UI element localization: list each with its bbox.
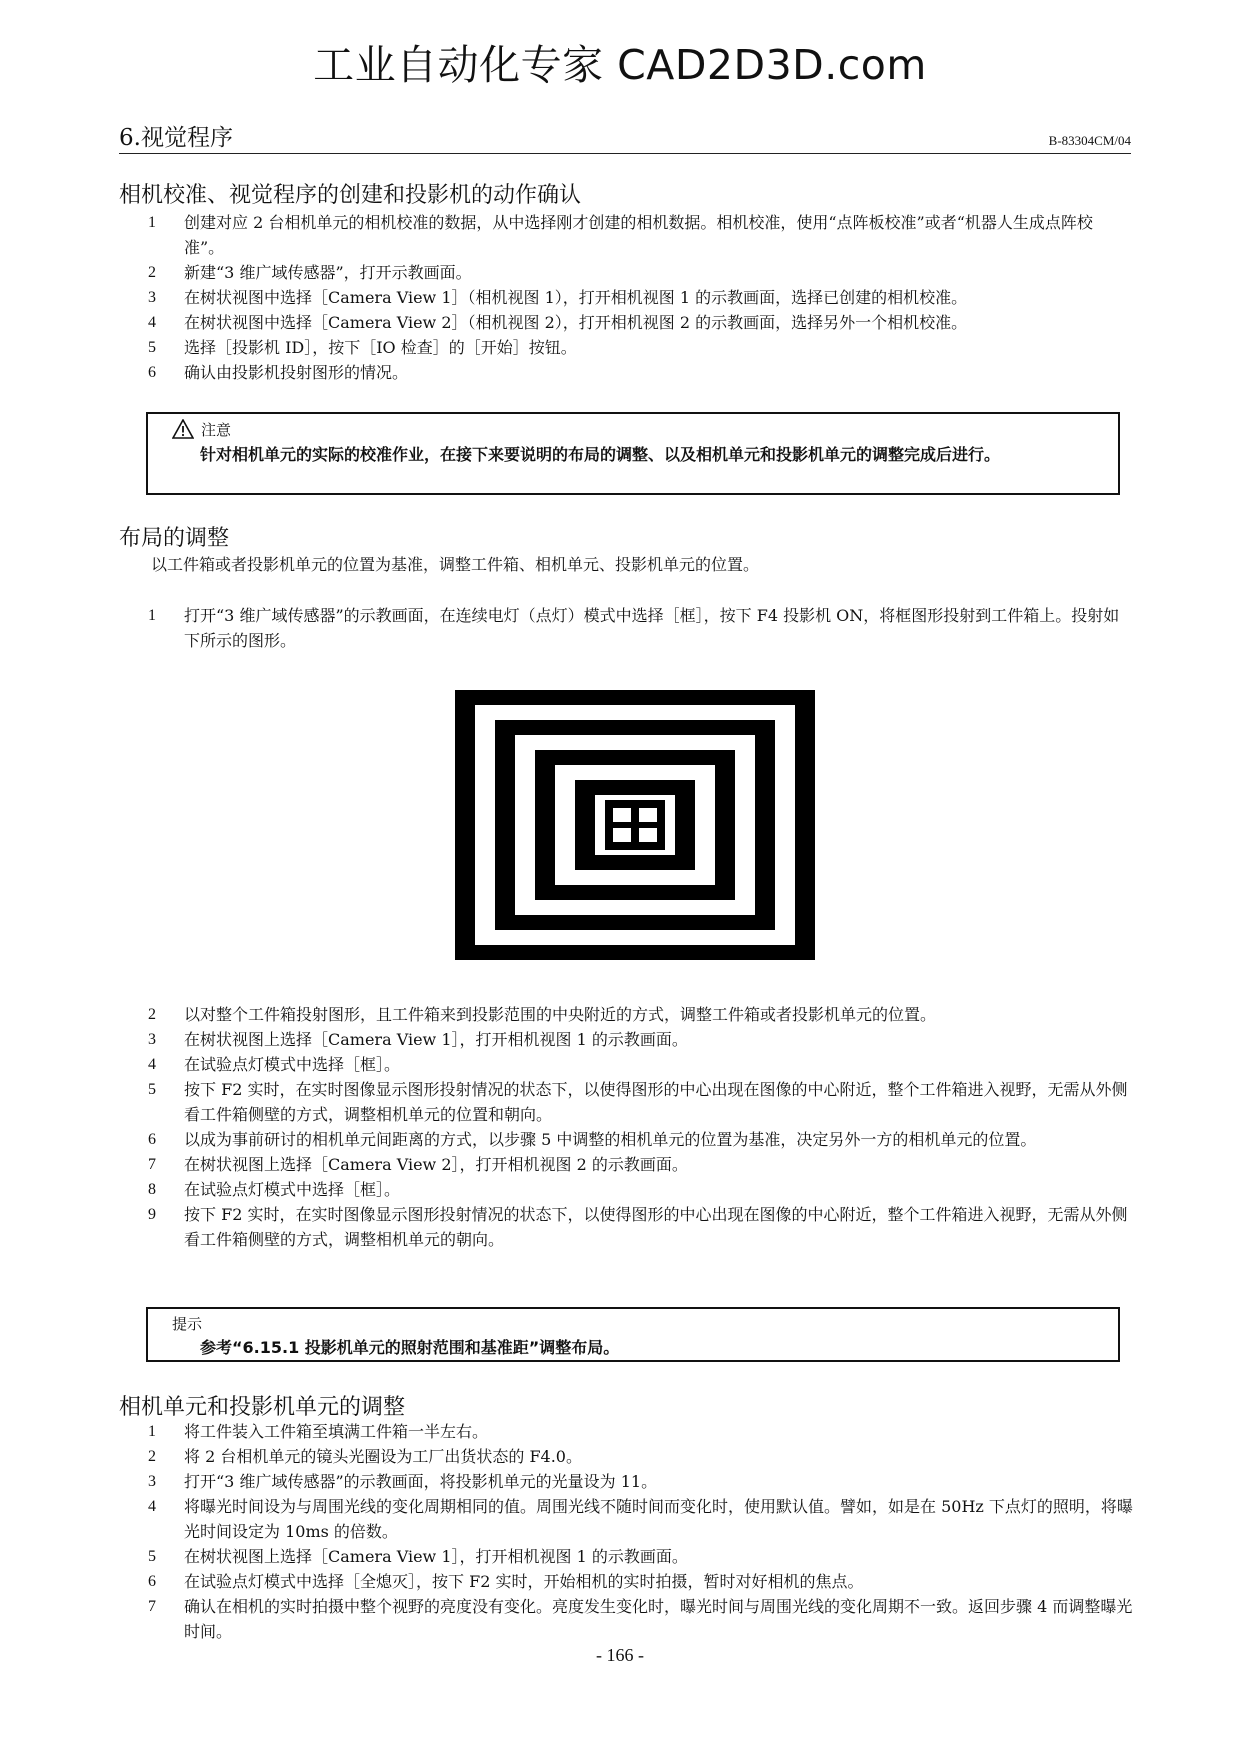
list-item — [148, 1419, 1133, 1444]
step-number: 3 — [148, 1473, 156, 1490]
step-text: 将曝光时间设为与周围光线的变化周期相同的值。周围光线不随时间而变化时，使用默认值。譬如，如是在 50Hz 下点灯的照明，将曝光时间设定为 10ms 的倍数。 — [184, 1497, 1133, 1541]
step-text: 在树状视图上选择［Camera View 2］，打开相机视图 2 的示教画面。 — [184, 1155, 688, 1174]
step-number: 6 — [148, 364, 156, 381]
list-item — [148, 603, 1133, 653]
step-number: 3 — [148, 289, 156, 306]
list-item — [148, 1052, 1133, 1077]
list-item — [148, 210, 1133, 260]
step-text: 在试验点灯模式中选择［框］。 — [184, 1055, 401, 1074]
step-text: 以对整个工件箱投射图形，且工件箱来到投影范围的中央附近的方式，调整工件箱或者投影机单元的位置。 — [184, 1005, 937, 1024]
step-number: 5 — [148, 339, 156, 356]
step-text: 按下 F2 实时，在实时图像显示图形投射情况的状态下，以使得图形的中心出现在图像的中心附近，整个工件箱进入视野，无需从外侧看工件箱侧壁的方式，调整相机单元的位置和朝向。 — [184, 1080, 1128, 1124]
step-number: 7 — [148, 1598, 156, 1615]
step-number: 1 — [148, 1423, 156, 1440]
step-number: 3 — [148, 1031, 156, 1048]
list-item — [148, 1594, 1133, 1644]
list-item — [148, 285, 1133, 310]
step-number: 2 — [148, 1006, 156, 1023]
list-item — [148, 1152, 1133, 1177]
layout-steps-part1 — [148, 603, 1133, 653]
step-text: 在试验点灯模式中选择［全熄灭］，按下 F2 实时，开始相机的实时拍摄，暂时对好相机的焦点。 — [184, 1572, 864, 1591]
section-heading-calibration: 相机校准、视觉程序的创建和投影机的动作确认 — [119, 183, 582, 208]
step-number: 6 — [148, 1131, 156, 1148]
page-header — [119, 123, 1131, 154]
hint-text: 参考“6.15.1 投影机单元的照射范围和基准距”调整布局。 — [200, 1338, 620, 1357]
step-number: 5 — [148, 1081, 156, 1098]
step-text: 创建对应 2 台相机单元的相机校准的数据，从中选择刚才创建的相机数据。相机校准，使用“点阵板校准”或者“机器人生成点阵校准”。 — [184, 213, 1093, 257]
step-number: 2 — [148, 264, 156, 281]
list-item — [148, 1177, 1133, 1202]
caution-box — [146, 412, 1120, 495]
layout-steps-part2 — [148, 1002, 1133, 1252]
page-number: - 166 - — [596, 1645, 644, 1665]
step-text: 在树状视图上选择［Camera View 1］，打开相机视图 1 的示教画面。 — [184, 1547, 688, 1566]
list-item — [148, 1569, 1133, 1594]
step-number: 8 — [148, 1181, 156, 1198]
step-text: 在树状视图上选择［Camera View 1］，打开相机视图 1 的示教画面。 — [184, 1030, 688, 1049]
list-item — [148, 260, 1133, 285]
list-item — [148, 335, 1133, 360]
chapter-title: 6.视觉程序 — [119, 125, 233, 151]
step-number: 4 — [148, 1498, 156, 1515]
list-item — [148, 1027, 1133, 1052]
list-item — [148, 310, 1133, 335]
step-text: 在树状视图中选择［Camera View 1］（相机视图 1），打开相机视图 1 的示教画面，选择已创建的相机校准。 — [184, 288, 968, 307]
caution-title: 注意 — [201, 421, 232, 439]
step-text: 按下 F2 实时，在实时图像显示图形投射情况的状态下，以使得图形的中心出现在图像的中心附近，整个工件箱进入视野，无需从外侧看工件箱侧壁的方式，调整相机单元的朝向。 — [184, 1205, 1128, 1249]
step-text: 在树状视图中选择［Camera View 2］（相机视图 2），打开相机视图 2 的示教画面，选择另外一个相机校准。 — [184, 313, 968, 332]
step-number: 1 — [148, 214, 156, 231]
step-number: 1 — [148, 607, 156, 624]
list-item — [148, 1077, 1133, 1127]
step-text: 将 2 台相机单元的镜头光圈设为工厂出货状态的 F4.0。 — [184, 1447, 582, 1466]
list-item — [148, 1202, 1133, 1252]
step-text: 打开“3 维广域传感器”的示教画面，在连续电灯（点灯）模式中选择［框］，按下 F4 投影机 ON，将框图形投射到工件箱上。投射如下所示的图形。 — [184, 606, 1120, 650]
list-item — [148, 1127, 1133, 1152]
unit-adjustment-steps — [148, 1419, 1133, 1644]
layout-intro: 以工件箱或者投影机单元的位置为基准，调整工件箱、相机单元、投影机单元的位置。 — [151, 555, 760, 574]
step-text: 确认由投影机投射图形的情况。 — [184, 363, 409, 382]
step-text: 新建“3 维广域传感器”，打开示教画面。 — [184, 263, 472, 282]
step-text: 在试验点灯模式中选择［框］。 — [184, 1180, 401, 1199]
list-item — [148, 1444, 1133, 1469]
step-number: 4 — [148, 314, 156, 331]
list-item — [148, 1469, 1133, 1494]
watermark: 工业自动化专家 CAD2D3D.com — [313, 41, 927, 89]
list-item — [148, 1544, 1133, 1569]
warning-triangle-icon — [172, 419, 194, 439]
step-text: 打开“3 维广域传感器”的示教画面，将投影机单元的光量设为 11。 — [184, 1472, 658, 1491]
list-item — [148, 1002, 1133, 1027]
calibration-steps — [148, 210, 1133, 385]
section-heading-layout: 布局的调整 — [119, 526, 230, 551]
frame-projection-pattern — [455, 690, 815, 960]
section-heading-unit-adjustment: 相机单元和投影机单元的调整 — [119, 1395, 406, 1420]
hint-box — [146, 1307, 1120, 1362]
step-text: 确认在相机的实时拍摄中整个视野的亮度没有变化。亮度发生变化时，曝光时间与周围光线的变化周期不一致。返回步骤 4 而调整曝光时间。 — [184, 1597, 1133, 1641]
step-number: 5 — [148, 1548, 156, 1565]
list-item — [148, 360, 1133, 385]
step-text: 选择［投影机 ID］，按下［IO 检查］的［开始］按钮。 — [184, 338, 577, 357]
list-item — [148, 1494, 1133, 1544]
document-id: B-83304CM/04 — [1048, 133, 1131, 148]
hint-title: 提示 — [172, 1315, 203, 1333]
caution-text: 针对相机单元的实际的校准作业，在接下来要说明的布局的调整、以及相机单元和投影机单元的调整完成后进行。 — [200, 445, 1001, 464]
step-number: 4 — [148, 1056, 156, 1073]
step-text: 以成为事前研讨的相机单元间距离的方式，以步骤 5 中调整的相机单元的位置为基准，决定另外一方的相机单元的位置。 — [184, 1130, 1037, 1149]
step-number: 2 — [148, 1448, 156, 1465]
step-number: 6 — [148, 1573, 156, 1590]
step-number: 9 — [148, 1206, 156, 1223]
step-text: 将工件装入工件箱至填满工件箱一半左右。 — [184, 1422, 489, 1441]
step-number: 7 — [148, 1156, 156, 1173]
